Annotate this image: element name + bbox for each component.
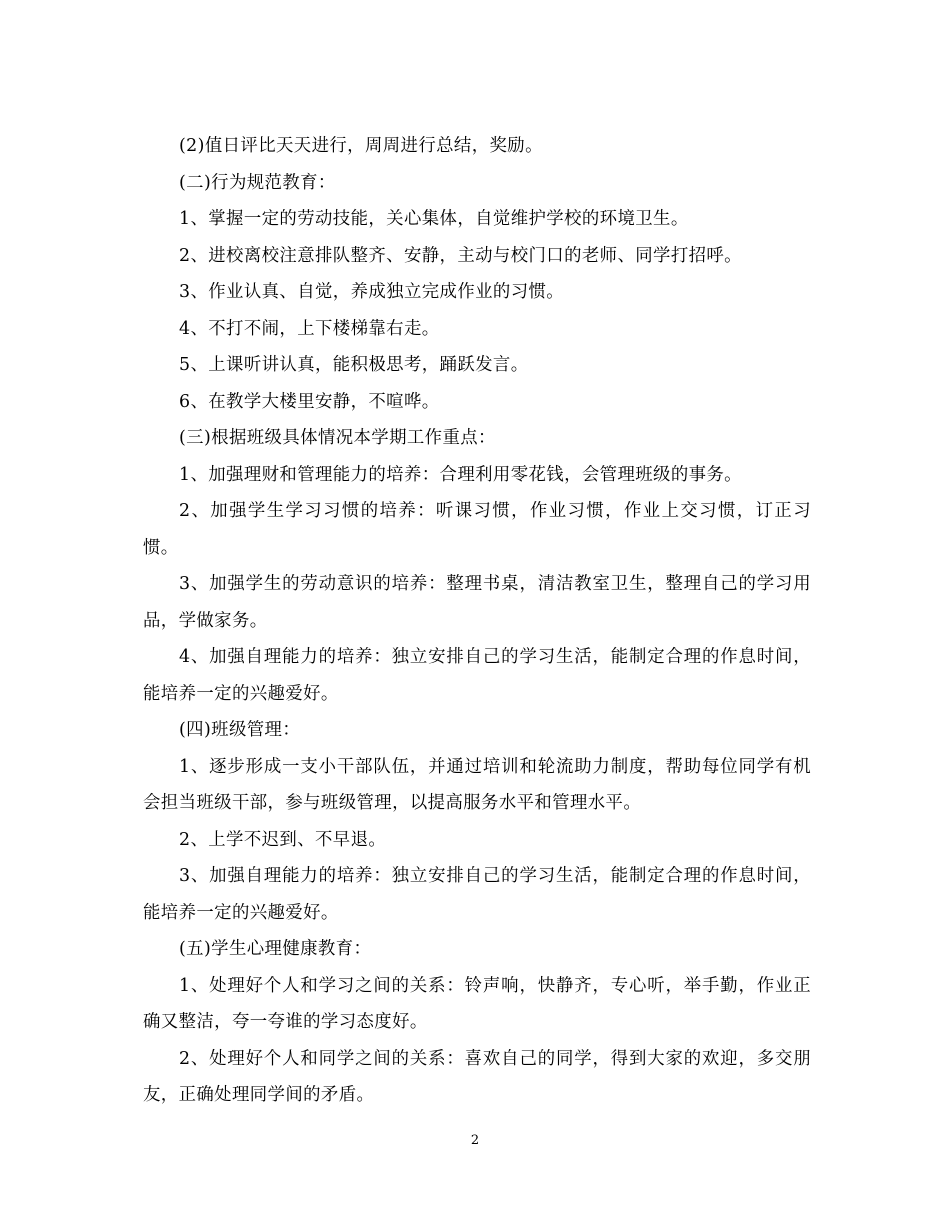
paragraph: 2、处理好个人和同学之间的关系：喜欢自己的同学，得到大家的欢迎，多交朋友，正确处理同学间的矛盾。 xyxy=(143,1048,811,1105)
paragraph: 5、上课听讲认真，能积极思考，踊跃发言。 xyxy=(179,355,529,375)
paragraph: 2、进校离校注意排队整齐、安静，主动与校门口的老师、同学打招呼。 xyxy=(179,245,742,266)
paragraph: 2、加强学生学习习惯的培养：听课习惯，作业习惯，作业上交习惯，订正习惯。 xyxy=(143,501,811,558)
document-body xyxy=(143,128,811,1114)
paragraph: 3、加强学生的劳动意识的培养：整理书桌，清洁教室卫生，整理自己的学习用品，学做家务。 xyxy=(143,574,811,631)
section-heading: (三)根据班级具体情况本学期工作重点： xyxy=(179,428,496,448)
paragraph: 1、加强理财和管理能力的培养：合理利用零花钱，会管理班级的事务。 xyxy=(179,464,742,485)
paragraph: 2、上学不迟到、不早退。 xyxy=(179,829,387,850)
paragraph: 1、掌握一定的劳动技能，关心集体，自觉维护学校的环境卫生。 xyxy=(179,209,689,229)
paragraph: 1、处理好个人和学习之间的关系：铃声响，快静齐，专心听，举手勤，作业正确又整洁，夸一夸谁的学习态度好。 xyxy=(143,975,811,1032)
paragraph: 3、加强自理能力的培养：独立安排自己的学习生活，能制定合理的作息时间，能培养一定的兴趣爱好。 xyxy=(143,866,811,923)
paragraph: 3、作业认真、自觉，养成独立完成作业的习惯。 xyxy=(179,282,565,302)
paragraph: 4、加强自理能力的培养：独立安排自己的学习生活，能制定合理的作息时间，能培养一定的兴趣爱好。 xyxy=(143,647,811,704)
section-heading: (五)学生心理健康教育： xyxy=(179,939,372,959)
page-number: 2 xyxy=(470,1133,480,1148)
paragraph: (2)值日评比天天进行，周周进行总结，奖励。 xyxy=(179,136,543,156)
paragraph: 6、在教学大楼里安静，不喧哗。 xyxy=(179,391,440,412)
paragraph: 1、逐步形成一支小干部队伍，并通过培训和轮流助力制度，帮助每位同学有机会担当班级干部，参与班级管理，以提高服务水平和管理水平。 xyxy=(143,756,811,813)
paragraph: 4、不打不闹，上下楼梯靠右走。 xyxy=(179,318,440,339)
section-heading: (二)行为规范教育： xyxy=(179,172,336,193)
section-heading: (四)班级管理： xyxy=(179,720,301,740)
